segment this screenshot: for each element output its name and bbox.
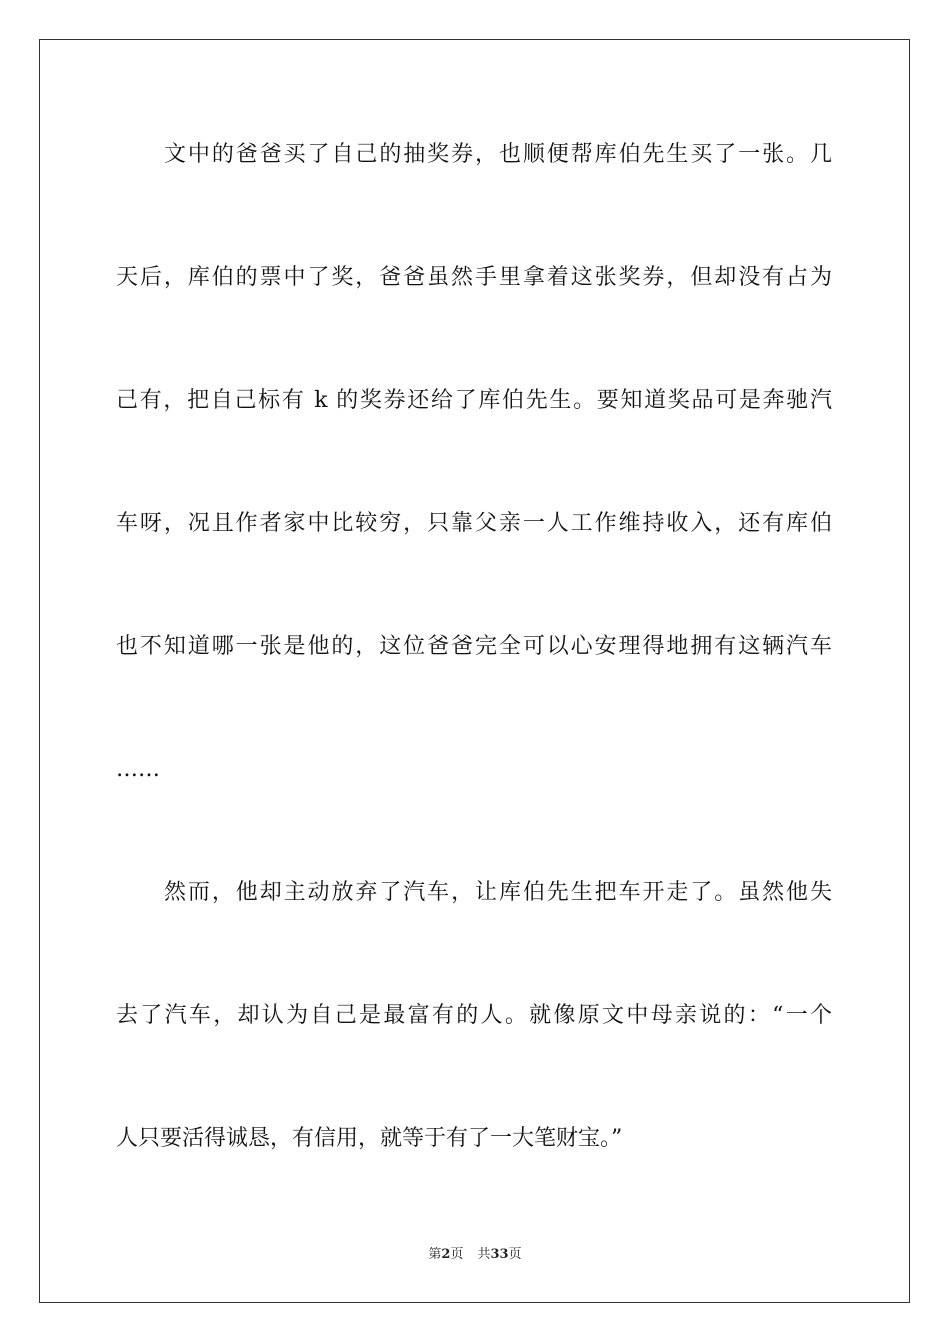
total-suffix: 页 bbox=[508, 1247, 522, 1262]
paragraph-1-line-6: …… bbox=[116, 757, 160, 782]
page-number: 2 bbox=[441, 1247, 451, 1262]
paragraph-1-line-5: 也不知道哪一张是他的，这位爸爸完全可以心安理得地拥有这辆汽车 bbox=[116, 634, 832, 659]
page-border bbox=[39, 39, 910, 1303]
paragraph-2-line-2: 去了汽车，却认为自己是最富有的人。就像原文中母亲说的：“一个 bbox=[116, 1003, 832, 1028]
total-prefix: 共 bbox=[477, 1247, 491, 1262]
paragraph-1-line-3: 己有，把自己标有 k 的奖券还给了库伯先生。要知道奖品可是奔驰汽 bbox=[116, 388, 832, 413]
paragraph-1-line-2: 天后，库伯的票中了奖，爸爸虽然手里拿着这张奖券，但却没有占为 bbox=[116, 265, 832, 290]
page-footer bbox=[0, 1247, 950, 1263]
paragraph-2-line-3: 人只要活得诚恳，有信用，就等于有了一大笔财宝。” bbox=[116, 1126, 623, 1151]
paragraph-1-line-1: 文中的爸爸买了自己的抽奖券，也顺便帮库伯先生买了一张。几 bbox=[164, 142, 832, 167]
paragraph-2-line-1: 然而，他却主动放弃了汽车，让库伯先生把车开走了。虽然他失 bbox=[164, 880, 832, 905]
paragraph-1-line-4: 车呀，况且作者家中比较穷，只靠父亲一人工作维持收入，还有库伯 bbox=[116, 511, 832, 536]
total-pages: 33 bbox=[490, 1247, 509, 1262]
page-suffix: 页 bbox=[450, 1247, 464, 1262]
page-prefix: 第 bbox=[428, 1247, 442, 1262]
